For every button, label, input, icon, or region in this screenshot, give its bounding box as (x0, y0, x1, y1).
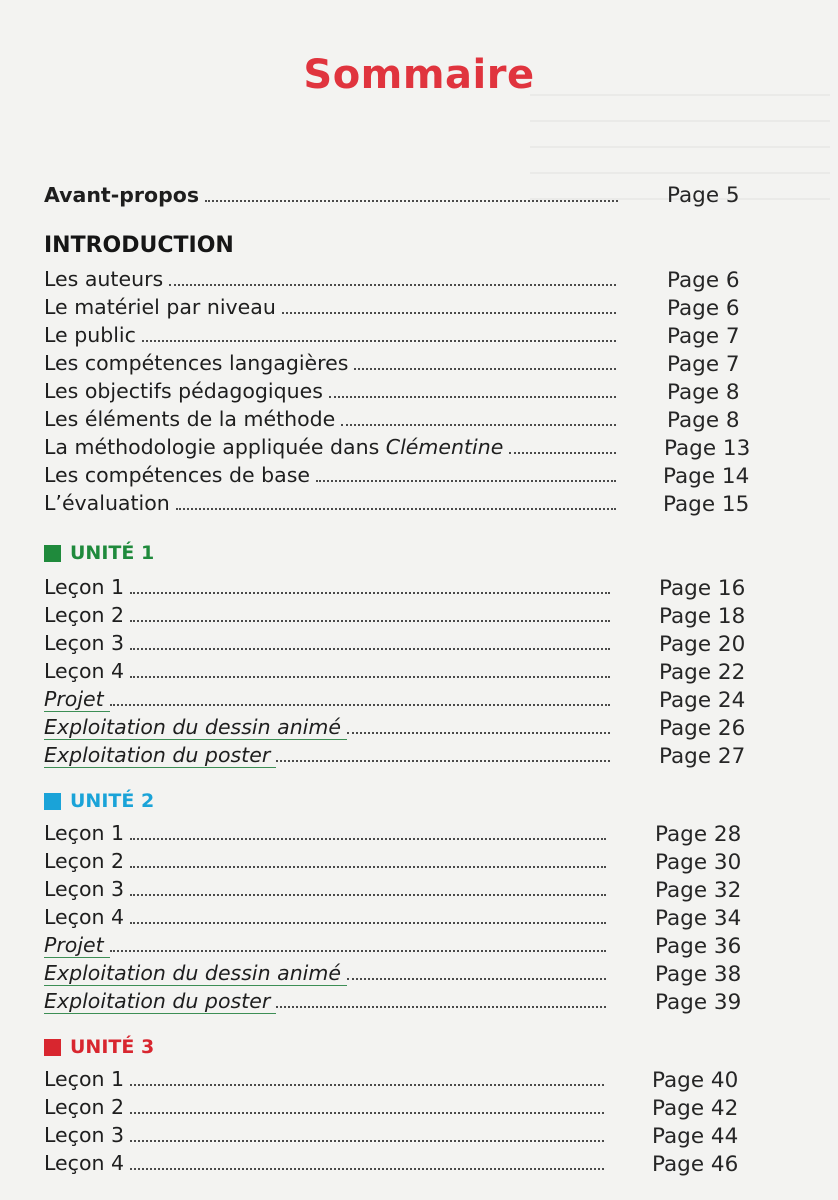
toc-entry-page: Page 22 (659, 660, 746, 685)
toc-entry-page: Page 24 (659, 688, 746, 713)
dot-leader (276, 760, 610, 762)
dot-leader (509, 452, 616, 454)
dot-leader (110, 950, 606, 952)
toc-entry-projet[interactable] (44, 684, 610, 712)
toc-entry[interactable] (44, 320, 616, 348)
toc-entry-page: Page 18 (659, 604, 746, 629)
dot-leader (142, 340, 616, 342)
dot-leader (130, 1112, 604, 1114)
toc-entry-label: Exploitation du dessin animé (44, 715, 347, 740)
toc-entry-avant-propos[interactable] (44, 180, 618, 208)
toc-entry-page: Page 14 (663, 464, 750, 489)
toc-entry-label: Les compétences de base (44, 463, 311, 487)
toc-entry-page: Page 39 (655, 990, 742, 1015)
toc-entry[interactable] (44, 1092, 604, 1120)
toc-entry[interactable] (44, 600, 610, 628)
dot-leader (130, 1140, 604, 1142)
dot-leader (130, 676, 610, 678)
toc-entry-page: Page 6 (667, 296, 740, 321)
toc-entry-label: Leçon 3 (44, 877, 125, 901)
toc-entry[interactable] (44, 846, 606, 874)
toc-entry-page: Page 7 (667, 352, 740, 377)
dot-leader (130, 592, 610, 594)
unit-heading-label: UNITÉ 2 (70, 790, 155, 812)
toc-entry-label: Leçon 2 (44, 849, 125, 873)
toc-entry-label: Leçon 1 (44, 575, 125, 599)
toc-entry-label: Leçon 1 (44, 821, 125, 845)
toc-entry-projet[interactable] (44, 930, 606, 958)
toc-entry-page: Page 30 (655, 850, 742, 875)
toc-entry[interactable] (44, 1064, 604, 1092)
toc-entry[interactable] (44, 572, 610, 600)
dot-leader (316, 480, 616, 482)
unit-heading-3 (44, 1036, 154, 1058)
toc-entry[interactable] (44, 488, 616, 516)
toc-entry[interactable] (44, 376, 616, 404)
toc-entry-page: Page 20 (659, 632, 746, 657)
toc-entry-page: Page 8 (667, 380, 740, 405)
toc-entry[interactable] (44, 1148, 604, 1176)
toc-entry[interactable] (44, 628, 610, 656)
dot-leader (329, 396, 616, 398)
toc-entry-label: Leçon 1 (44, 1067, 125, 1091)
toc-entry[interactable] (44, 460, 616, 488)
toc-entry-label: Leçon 4 (44, 659, 125, 683)
dot-leader (130, 894, 606, 896)
dot-leader (130, 922, 606, 924)
toc-entry[interactable] (44, 818, 606, 846)
dot-leader (130, 620, 610, 622)
toc-entry-label: Leçon 2 (44, 603, 125, 627)
toc-entry[interactable] (44, 264, 616, 292)
toc-entry-label: Leçon 4 (44, 1151, 125, 1175)
toc-entry-page: Page 42 (652, 1096, 739, 1121)
toc-entry-page: Page 6 (667, 268, 740, 293)
unit-square-icon (44, 1039, 61, 1056)
dot-leader (130, 648, 610, 650)
unit-heading-label: UNITÉ 1 (70, 542, 155, 564)
toc-entry[interactable] (44, 292, 616, 320)
toc-entry-page: Page 38 (655, 962, 742, 987)
toc-entry[interactable] (44, 874, 606, 902)
unit-heading-2 (44, 790, 154, 812)
dot-leader (169, 284, 616, 286)
toc-entry-label: Leçon 4 (44, 905, 125, 929)
toc-entry[interactable] (44, 348, 616, 376)
dot-leader (205, 200, 618, 202)
unit-heading-label: UNITÉ 3 (70, 1036, 155, 1058)
toc-entry-label: Avant-propos (44, 183, 200, 207)
unit-square-icon (44, 793, 61, 810)
toc-entry-dessin-anime[interactable] (44, 712, 610, 740)
toc-entry-label: Les compétences langagières (44, 351, 349, 375)
toc-entry-label: Leçon 3 (44, 1123, 125, 1147)
toc-entry-label: Projet (44, 933, 110, 958)
unit-square-icon (44, 545, 61, 562)
dot-leader (130, 866, 606, 868)
dot-leader (354, 368, 616, 370)
toc-entry-poster[interactable] (44, 740, 610, 768)
toc-entry-page: Page 36 (655, 934, 742, 959)
toc-entry-page: Page 5 (667, 183, 740, 208)
page-title: Sommaire (303, 52, 535, 98)
toc-entry-label: Le public (44, 323, 136, 347)
toc-entry-page: Page 44 (652, 1124, 739, 1149)
toc-entry-page: Page 28 (655, 822, 742, 847)
toc-entry-label: Exploitation du poster (44, 989, 276, 1014)
toc-entry-poster[interactable] (44, 986, 606, 1014)
toc-entry-page: Page 15 (663, 492, 750, 517)
dot-leader (130, 1084, 604, 1086)
dot-leader (130, 1168, 604, 1170)
section-heading-introduction: INTRODUCTION (44, 233, 234, 258)
toc-entry-label: Leçon 3 (44, 631, 125, 655)
toc-entry-page: Page 27 (659, 744, 746, 769)
dot-leader (176, 508, 616, 510)
dot-leader (341, 424, 616, 426)
toc-entry-page: Page 8 (667, 408, 740, 433)
toc-entry[interactable] (44, 902, 606, 930)
toc-entry-label: Exploitation du poster (44, 743, 276, 768)
toc-entry-page: Page 16 (659, 576, 746, 601)
toc-entry-label (44, 434, 509, 460)
toc-entry-page: Page 40 (652, 1068, 739, 1093)
dot-leader (276, 1006, 606, 1008)
toc-entry[interactable] (44, 404, 616, 432)
toc-entry-page: Page 13 (664, 436, 751, 461)
toc-entry-label: Leçon 2 (44, 1095, 125, 1119)
toc-entry-label: Exploitation du dessin animé (44, 961, 347, 986)
unit-heading-1 (44, 542, 154, 564)
toc-entry-page: Page 7 (667, 324, 740, 349)
toc-entry-label-emphasis: Clémentine (385, 435, 504, 459)
toc-entry-label: L’évaluation (44, 491, 170, 515)
toc-entry[interactable] (44, 1120, 604, 1148)
toc-entry-page: Page 32 (655, 878, 742, 903)
toc-entry-label: Les objectifs pédagogiques (44, 379, 323, 403)
toc-entry-page: Page 46 (652, 1152, 739, 1177)
toc-entry[interactable] (44, 656, 610, 684)
toc-entry-label: Projet (44, 687, 110, 712)
dot-leader (347, 732, 610, 734)
toc-entry-label: Les auteurs (44, 267, 164, 291)
toc-entry-label: Les éléments de la méthode (44, 407, 336, 431)
dot-leader (282, 312, 616, 314)
dot-leader (347, 978, 606, 980)
toc-entry[interactable] (44, 432, 616, 460)
toc-entry-dessin-anime[interactable] (44, 958, 606, 986)
toc-entry-page: Page 26 (659, 716, 746, 741)
toc-entry-page: Page 34 (655, 906, 742, 931)
toc-entry-label-prefix: La méthodologie appliquée dans (44, 435, 386, 459)
dot-leader (110, 704, 610, 706)
dot-leader (130, 838, 606, 840)
toc-entry-label: Le matériel par niveau (44, 295, 276, 319)
